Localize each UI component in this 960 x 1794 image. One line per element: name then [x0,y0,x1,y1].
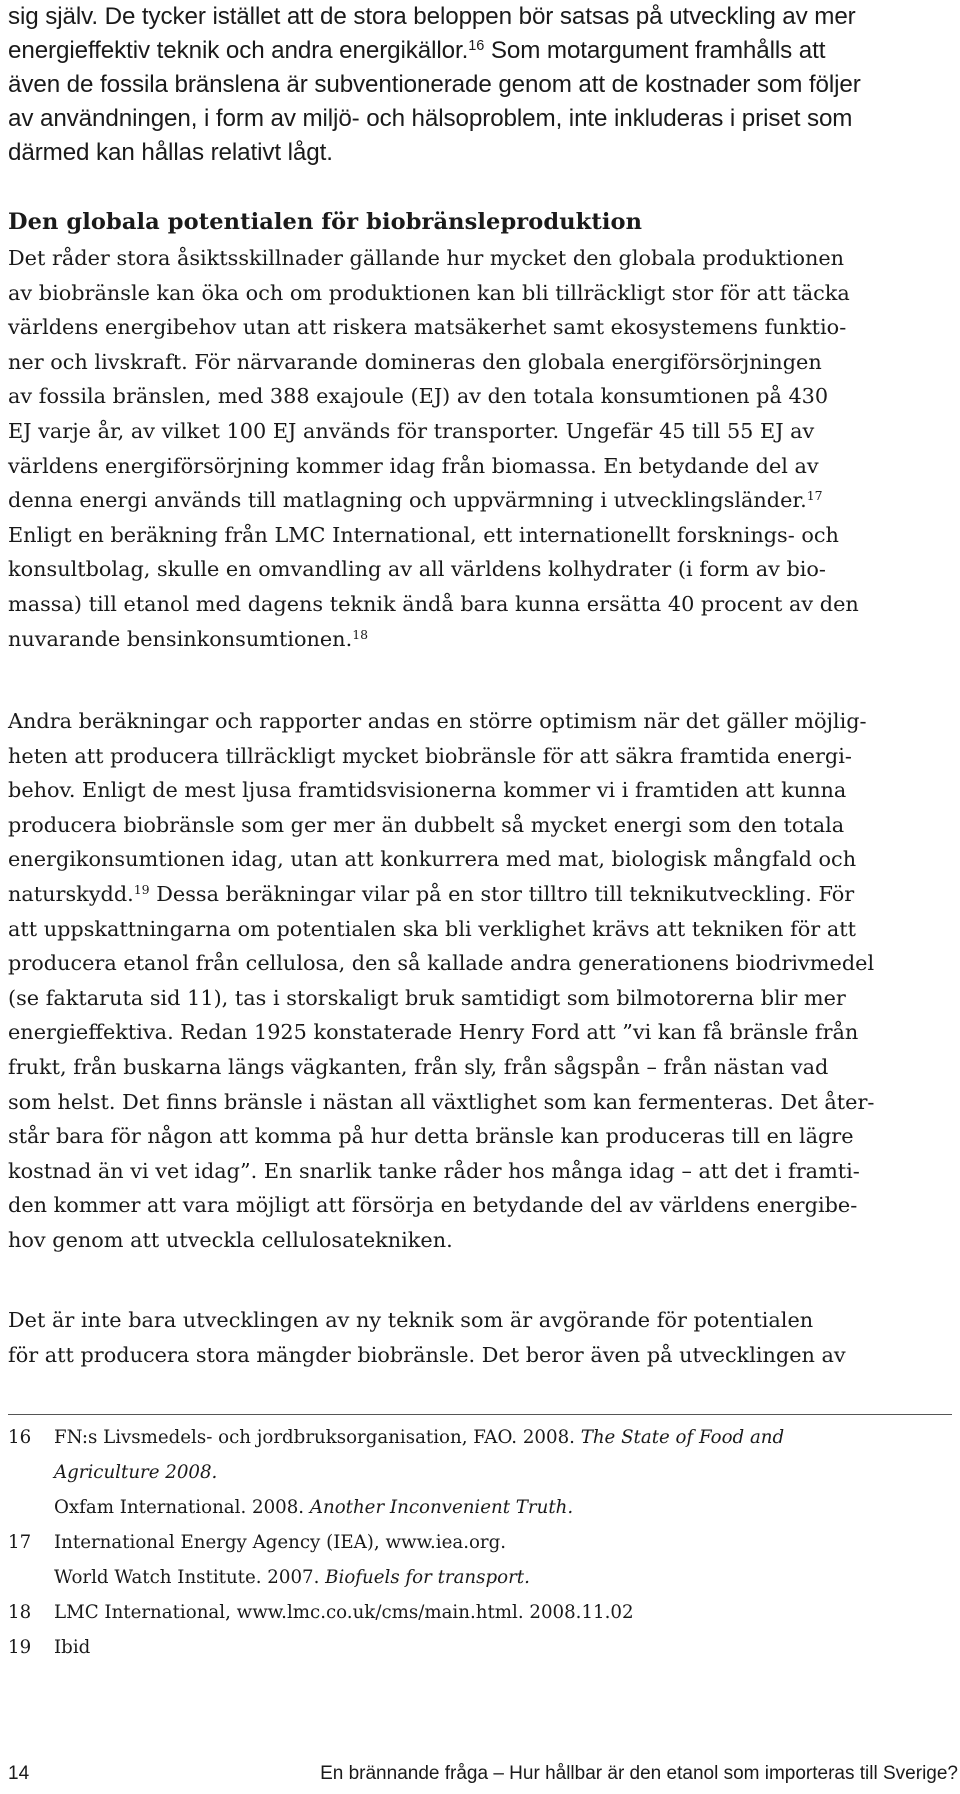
text-line: frukt, från buskarna längs vägkanten, från sly, från sågspån – från nästan vad [8,1054,829,1079]
text-line: av biobränsle kan öka och om produktionen kan bli tillräckligt stor för att täcka [8,280,850,305]
text-line: energikonsumtionen idag, utan att konkurrera med mat, biologisk mångfald och [8,847,857,872]
body-paragraph-2 [8,704,874,1258]
footnote-text: LMC International, www.lmc.co.uk/cms/main.html. 2008.11.02 [54,1602,634,1623]
footnote-text: Agriculture 2008. [54,1462,218,1483]
text-line: står bara för någon att komma på hur detta bränsle kan produceras till en lägre [8,1124,854,1149]
text-line: av fossila bränslen, med 388 exajoule (EJ) av den totala konsumtionen på 430 [8,384,829,409]
text-line: kostnad än vi vet idag”. En snarlik tanke råder hos många idag – att det i framti- [8,1158,860,1183]
text-line: den kommer att vara möjligt att försörja en betydande del av världens energibe- [8,1193,858,1218]
text-line: ner och livskraft. För närvarande domineras den globala energiförsörjningen [8,349,822,374]
text-line: även de fossila bränslena är subventionerade genom att de kostnader som följer [8,71,861,98]
text-line: som helst. Det finns bränsle i nästan all växtlighet som kan fermenteras. Det åter- [8,1089,875,1114]
section-heading: Den globala potentialen för biobränsleproduktion [8,209,643,235]
text-line: heten att producera tillräckligt mycket biobränsle för att säkra framtida energi- [8,743,852,768]
footnote-divider [8,1414,952,1415]
text-line: producera etanol från cellulosa, den så kallade andra generationens biodrivmedel [8,951,875,976]
text-line: världens energiförsörjning kommer idag från biomassa. En betydande del av [8,453,819,478]
text-line: Andra beräkningar och rapporter andas en större optimism när det gäller möjlig- [8,709,867,733]
footnote-text: Oxfam International. 2008. Another Inconvenient Truth. [54,1497,574,1518]
footnote-ref-16: 16 [468,38,485,55]
text-line: naturskydd.$^{19}$ Dessa beräkningar vilar på en stor tilltro till teknikutveckling. För [8,881,855,906]
text-line: energieffektiv teknik och andra energikällor.$^{16}$ Som motargument framhålls att [8,37,826,64]
text-line: konsultbolag, skulle en omvandling av all världens kolhydrater (i form av bio- [8,557,826,582]
footnote-text: International Energy Agency (IEA), www.iea.org. [54,1532,507,1553]
text-line: producera biobränsle som ger mer än dubbelt så mycket energi som den totala [8,812,845,837]
text-line: behov. Enligt de mest ljusa framtidsvisionerna kommer vi i framtiden att kunna [8,778,847,803]
text-line: EJ varje år, av vilket 100 EJ används för transporter. Ungefär 45 till 55 EJ av [8,418,815,443]
footnote-ref-17: 17 [806,488,823,504]
text-line: sig själv. De tycker istället att de stora beloppen bör satsas på utveckling av mer [8,3,856,30]
text-line: av användningen, i form av miljö- och hälsoproblem, inte inkluderas i priset som [8,105,853,132]
footnote-number: 16 [8,1427,32,1448]
page-number: 14 [8,1763,30,1784]
text-line: energieffektiva. Redan 1925 konstaterade Henry Ford att ”vi kan få bränsle från [8,1020,859,1045]
text-line: Det råder stora åsiktsskillnader gällande hur mycket den globala produktionen [8,246,845,270]
footnote-ref-19: 19 [133,882,150,898]
text-line: denna energi används till matlagning och uppvärmning i utvecklingsländer.$^{17}$ [8,488,823,513]
footnote-number: 18 [8,1602,32,1623]
text-line: att uppskattningarna om potentialen ska bli verklighet krävs att tekniken för att [8,916,856,941]
text-line: världens energibehov utan att riskera matsäkerhet samt ekosystemens funktio- [8,315,847,340]
text-line: Enligt en beräkning från LMC International, ett internationellt forsknings- och [8,522,839,547]
document-page [8,0,958,1794]
text-line: (se faktaruta sid 11), tas i storskaligt bruk samtidigt som bilmotorerna blir mer [8,985,846,1010]
text-line: Det är inte bara utvecklingen av ny teknik som är avgörande för potentialen [8,1308,814,1332]
running-title: En brännande fråga – Hur hållbar är den etanol som importeras till Sverige? [320,1763,958,1784]
footnote-number: 19 [8,1637,32,1658]
body-paragraph-1 [8,241,859,656]
footnote-number: 17 [8,1532,32,1553]
text-line: för att producera stora mängder biobränsle. Det beror även på utvecklingen av [8,1343,846,1367]
text-line: nuvarande bensinkonsumtionen.$^{18}$ [8,626,369,651]
text-line: hov genom att utveckla cellulosatekniken. [8,1227,453,1252]
footnote-ref-18: 18 [352,626,369,642]
text-line: därmed kan hållas relativt lågt. [8,139,333,166]
footnote-text: Ibid [54,1637,91,1658]
intro-paragraph [8,0,861,170]
text-line: massa) till etanol med dagens teknik ändå bara kunna ersätta 40 procent av den [8,591,859,616]
footnote-text: FN:s Livsmedels- och jordbruksorganisation, FAO. 2008. The State of Food and [54,1427,785,1448]
body-paragraph-3 [8,1303,846,1373]
footnote-text: World Watch Institute. 2007. Biofuels for transport. [54,1567,530,1588]
